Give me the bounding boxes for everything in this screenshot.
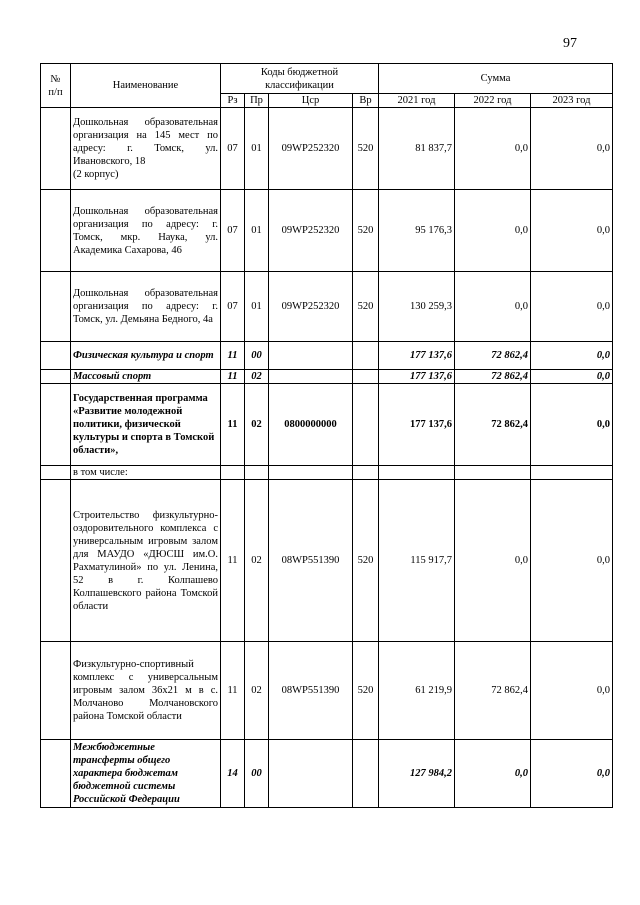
cell-name: Дошкольная образовательная организация по адресу: г. Томск, ул. Демьяна Бедного, 4а (71, 272, 221, 342)
table-row (41, 370, 613, 384)
cell-csr: 0800000000 (269, 384, 353, 466)
header-csr: Цср (269, 94, 353, 108)
cell-2021: 81 837,7 (379, 108, 455, 190)
cell-name: Дошкольная образовательная организация по адресу: г. Томск, мкр. Наука, ул. Академика Сахарова, 46 (71, 190, 221, 272)
cell-rz (221, 466, 245, 480)
cell-vr (353, 466, 379, 480)
cell-rz: 14 (221, 740, 245, 808)
header-vr: Вр (353, 94, 379, 108)
cell-csr: 09WP252320 (269, 272, 353, 342)
cell-2023: 0,0 (531, 480, 613, 642)
cell-2022: 0,0 (455, 108, 531, 190)
cell-vr: 520 (353, 190, 379, 272)
cell-pr: 01 (245, 108, 269, 190)
table-row (41, 466, 613, 480)
cell-2021: 115 917,7 (379, 480, 455, 642)
table-row (41, 108, 613, 190)
cell-num (41, 370, 71, 384)
cell-2021: 95 176,3 (379, 190, 455, 272)
cell-num (41, 108, 71, 190)
cell-num (41, 480, 71, 642)
cell-2022: 72 862,4 (455, 342, 531, 370)
cell-2022: 72 862,4 (455, 642, 531, 740)
cell-pr: 01 (245, 272, 269, 342)
cell-rz: 11 (221, 342, 245, 370)
cell-csr: 08WP551390 (269, 642, 353, 740)
cell-2023 (531, 466, 613, 480)
cell-csr (269, 740, 353, 808)
table-row (41, 272, 613, 342)
table-row (41, 342, 613, 370)
header-sum: Сумма (379, 64, 613, 94)
cell-vr: 520 (353, 272, 379, 342)
cell-2022: 72 862,4 (455, 370, 531, 384)
cell-pr: 02 (245, 370, 269, 384)
cell-pr: 02 (245, 384, 269, 466)
cell-name: Строительство физкультурно-оздоровительного комплекса с универсальным игровым залом для МАУДО «ДЮСШ им.О. Рахматулиной» по ул. Ленина, 52 в г. Колпашево Колпашевского района Томской области (71, 480, 221, 642)
cell-rz: 11 (221, 384, 245, 466)
cell-2022 (455, 466, 531, 480)
header-pr: Пр (245, 94, 269, 108)
header-row-top (41, 64, 613, 94)
cell-2023: 0,0 (531, 108, 613, 190)
cell-name: Физкультурно-спортивный комплекс с универсальным игровым залом 36х21 м в с. Молчаново Молчановского района Томской области (71, 642, 221, 740)
cell-2023: 0,0 (531, 642, 613, 740)
header-num: № п/п (41, 64, 71, 108)
cell-vr (353, 384, 379, 466)
cell-vr (353, 342, 379, 370)
cell-2021: 127 984,2 (379, 740, 455, 808)
cell-name: Межбюджетные трансферты общего характера бюджетам бюджетной системы Российской Федерации (71, 740, 221, 808)
table-row (41, 190, 613, 272)
table-row (41, 740, 613, 808)
cell-pr: 00 (245, 342, 269, 370)
cell-rz: 11 (221, 642, 245, 740)
cell-2022: 0,0 (455, 190, 531, 272)
cell-rz: 11 (221, 370, 245, 384)
cell-num (41, 342, 71, 370)
header-2022: 2022 год (455, 94, 531, 108)
cell-2022: 72 862,4 (455, 384, 531, 466)
table-row (41, 642, 613, 740)
cell-2023: 0,0 (531, 370, 613, 384)
cell-name: Государственная программа «Развитие молодежной политики, физической культуры и спорта в Томской области», (71, 384, 221, 466)
cell-2021: 177 137,6 (379, 384, 455, 466)
cell-csr (269, 466, 353, 480)
cell-name: Физическая культура и спорт (71, 342, 221, 370)
cell-csr (269, 342, 353, 370)
cell-rz: 07 (221, 272, 245, 342)
cell-pr: 02 (245, 642, 269, 740)
cell-csr: 08WP551390 (269, 480, 353, 642)
cell-vr: 520 (353, 108, 379, 190)
cell-csr: 09WP252320 (269, 190, 353, 272)
cell-pr: 01 (245, 190, 269, 272)
cell-csr (269, 370, 353, 384)
cell-2022: 0,0 (455, 272, 531, 342)
cell-2023: 0,0 (531, 272, 613, 342)
cell-pr (245, 466, 269, 480)
header-rz: Рз (221, 94, 245, 108)
header-name: Наименование (71, 64, 221, 108)
table-row (41, 384, 613, 466)
cell-csr: 09WP252320 (269, 108, 353, 190)
cell-pr: 02 (245, 480, 269, 642)
page-number: 97 (563, 36, 577, 51)
cell-2021: 177 137,6 (379, 370, 455, 384)
cell-2023: 0,0 (531, 342, 613, 370)
header-codes: Коды бюджетной классификации (221, 64, 379, 94)
cell-2022: 0,0 (455, 740, 531, 808)
cell-num (41, 384, 71, 466)
cell-2021 (379, 466, 455, 480)
header-2021: 2021 год (379, 94, 455, 108)
cell-name: Массовый спорт (71, 370, 221, 384)
cell-vr: 520 (353, 480, 379, 642)
cell-rz: 11 (221, 480, 245, 642)
cell-num (41, 740, 71, 808)
cell-rz: 07 (221, 108, 245, 190)
cell-2021: 61 219,9 (379, 642, 455, 740)
cell-2021: 130 259,3 (379, 272, 455, 342)
cell-num (41, 642, 71, 740)
cell-num (41, 466, 71, 480)
header-2023: 2023 год (531, 94, 613, 108)
cell-2023: 0,0 (531, 190, 613, 272)
cell-num (41, 190, 71, 272)
budget-table (40, 63, 613, 808)
cell-2021: 177 137,6 (379, 342, 455, 370)
cell-name: Дошкольная образовательная организация на 145 мест по адресу: г. Томск, ул. Ивановского, 18 (2 корпус) (71, 108, 221, 190)
table-row (41, 480, 613, 642)
cell-name: в том числе: (71, 466, 221, 480)
cell-2022: 0,0 (455, 480, 531, 642)
cell-vr (353, 740, 379, 808)
cell-vr (353, 370, 379, 384)
cell-2023: 0,0 (531, 384, 613, 466)
cell-num (41, 272, 71, 342)
cell-rz: 07 (221, 190, 245, 272)
cell-2023: 0,0 (531, 740, 613, 808)
cell-vr: 520 (353, 642, 379, 740)
cell-pr: 00 (245, 740, 269, 808)
